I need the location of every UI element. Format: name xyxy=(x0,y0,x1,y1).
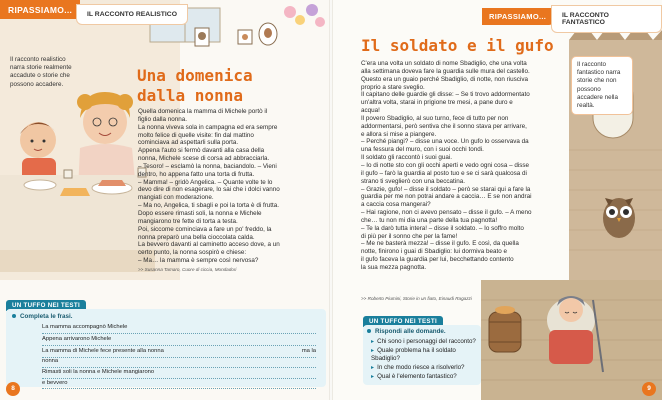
fill-in-line-4-text: Rimasti soli la nonna e Michele mangiarono xyxy=(42,369,155,375)
question-2-text: Quale problema ha il soldato Sbadiglio? xyxy=(371,347,456,362)
definition-note-fantastico: Il racconto fantastico narra storie che non possono accadere nella realtà. xyxy=(571,56,633,115)
section-tab-ripassiamo: RIPASSIAMO... xyxy=(0,0,80,19)
book-gutter xyxy=(329,0,333,400)
story-body-left: Quella domenica la mamma di Michele portò il figlio dalla nonna. La nonna viveva sola in campagna ed era sempre molto felice di quelle visite: fin dal mattino cominciava ad aspettarli sulla porta. Appena l'auto si fermò davanti alla casa della nonna, Michele scese di corsa ad abbracciarla. – Tesoro! – esclamò la nonna, baciandolo. – Vieni dentro, ho appena fatto una torta di frutta. – Mamma! – gridò Angelica. – Quante volte te lo devo dire di non esagerare, lo sai che i dolci vanno mangiati con moderazione. – Ma no, Angelica, ti sbagli e poi la torta è di frutta. Dopo essere rimasti soli, la nonna e Michele mangiarono tre fette di torta a testa. Poi, siccome cominciava a fare un po' freddo, la nonna preparò una bella cioccolata calda. La bevvero davanti al caminetto acceso dove, a un certo punto, la nonna sospirò e chiese: – Ma… la mamma è sempre così nervosa? xyxy=(138,108,280,265)
story-title-line-2: dalla nonna xyxy=(137,86,243,105)
fill-in-line-3-text: La mamma di Michele fece presente alla nonna xyxy=(42,348,164,354)
question-1 xyxy=(371,338,481,346)
fill-in-line-5[interactable] xyxy=(42,380,316,389)
arrow-icon: ▸ xyxy=(371,347,375,354)
fill-in-line-3-cont-text: nonna xyxy=(42,358,59,364)
fill-in-line-3-tail: ma la xyxy=(301,348,316,354)
arrow-icon: ▸ xyxy=(371,338,375,345)
source-credit-right: >> Roberto Piumini, Storie in un fiato, Einaudi Ragazzi xyxy=(361,296,472,301)
story-title-line-1: Una domenica xyxy=(137,66,253,85)
question-3-text: In che modo riesce a risolverlo? xyxy=(377,364,465,371)
question-3 xyxy=(371,364,481,372)
story-title-right: Il soldato e il gufo xyxy=(361,36,554,55)
fill-in-line-2-text: Appena arrivarono Michele xyxy=(42,336,112,342)
section-tab-ripassiamo-right: RIPASSIAMO... xyxy=(482,8,553,25)
definition-note-realistico: Il racconto realistico narra storie realmente accadute o storie che possono accadere. xyxy=(10,56,72,88)
question-2 xyxy=(371,347,461,362)
story-text-left xyxy=(138,108,326,265)
exercise-label-right: UN TUFFO NEI TESTI xyxy=(363,316,443,327)
source-credit-left: >> Susanna Tamaro, Cuore di ciccia, Mondadori xyxy=(138,267,237,272)
fill-in-line-3-continued[interactable] xyxy=(42,358,316,368)
right-page xyxy=(331,0,662,400)
fill-in-line-5-text: e bevvero xyxy=(42,380,68,386)
arrow-icon: ▸ xyxy=(371,364,375,371)
fill-in-line-3[interactable] xyxy=(42,348,316,358)
story-body-right: C'era una volta un soldato di nome Sbadiglio, che una volta alla settimana doveva fare la guardia sulle mura del castello. Questo era un guaio perché Sbadiglio, di notte, non riusciva proprio a stare sveglio. Il capitano delle guardie gli disse: – Se ti trovo addormentato un'altra volta, starai in prigione tre mesi, a pane duro e acqua! Il povero Sbadiglio, al suo turno, fece di tutto per non addormentarsi, però sentiva che il sonno stava per arrivare, e allora si mise a piangere. – Perché piangi? – disse una voce. Un gufo lo osservava da una fessura del muro, con i suoi occhi tondi. Il soldato gli raccontò i suoi guai. – Io di notte sto con gli occhi aperti e vedo ogni cosa – disse il gufo – farò la guardia al posto tuo e se ci sarà qualcosa di strano ti sveglierò con una beccatina. – Grazie, gufo! – disse il soldato – però se starai qui a fare la guardia per me non potrai andare a caccia… E se non andrai a caccia cosa mangerai? – Hai ragione, non ci avevo pensato – disse il gufo. – A meno che… tu non mi dia una parte della tua pagnotta! – Te la darò tutta intera! – disse il soldato. – Io soffro molto di più per il sonno che per la fame! – Me ne basterà mezza! – disse il gufo. E così, da quella notte, finirono i guai di Sbadiglio: lui dormiva beato e il gufo faceva la guardia per lui, becchettando contento la sua mezza pagnotta. xyxy=(361,60,532,271)
section-tab-racconto-realistico: IL RACCONTO REALISTICO xyxy=(76,4,188,25)
page-number-left: 8 xyxy=(6,382,20,396)
exercise-title-text-right: Rispondi alle domande. xyxy=(375,328,446,335)
fill-in-line-1[interactable] xyxy=(42,324,316,334)
arrow-icon: ▸ xyxy=(371,373,375,380)
fill-in-line-4[interactable] xyxy=(42,369,316,379)
question-1-text: Chi sono i personaggi del racconto? xyxy=(377,338,476,345)
bullet-icon-right xyxy=(367,329,371,333)
question-4-text: Qual è l'elemento fantastico? xyxy=(377,373,457,380)
exercise-label-left: UN TUFFO NEI TESTI xyxy=(6,300,86,311)
story-title-left xyxy=(137,66,327,106)
exercise-title-right xyxy=(367,328,446,335)
exercise-title-text-left: Completa le frasi. xyxy=(20,313,73,320)
page-number-right: 9 xyxy=(642,382,656,396)
fill-in-line-2[interactable] xyxy=(42,336,316,346)
bullet-icon xyxy=(12,314,16,318)
question-4 xyxy=(371,373,481,381)
section-tab-racconto-fantastico: IL RACCONTO FANTASTICO xyxy=(551,5,662,33)
exercise-title-left xyxy=(12,313,73,320)
fill-in-line-1-text: La mamma accompagnò Michele xyxy=(42,324,128,330)
story-text-right xyxy=(361,60,571,272)
